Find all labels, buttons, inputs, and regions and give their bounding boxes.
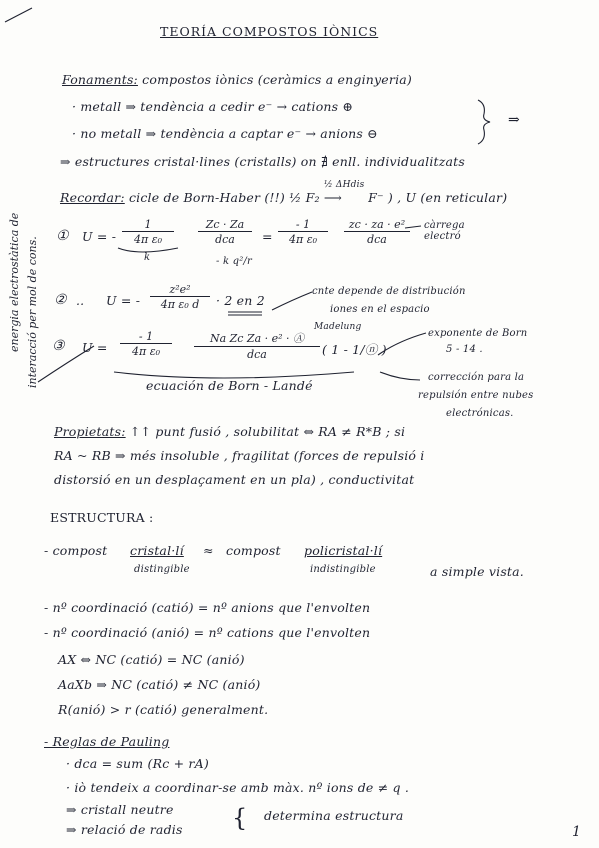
- implies-arrow: ⇒: [508, 112, 520, 128]
- propietats-label: Propietats:: [54, 424, 126, 439]
- side-note-line2: interacció per mol de cons.: [26, 236, 39, 388]
- vista-text: a simple vista.: [430, 564, 524, 579]
- recordar-after: F⁻ ) , U (en reticular): [368, 190, 508, 205]
- correction-1: corrección para la: [428, 372, 525, 383]
- compost-line: [44, 543, 107, 558]
- pauling-brace: {: [232, 804, 248, 832]
- eq2-dots: ..: [76, 293, 85, 308]
- eq2-frac: [150, 283, 210, 311]
- page-number: 1: [572, 824, 582, 840]
- recordar-label: Recordar:: [60, 190, 125, 205]
- distingible-word: distingible: [134, 564, 190, 575]
- eq1-note: càrrega electró: [424, 220, 465, 242]
- pauling-neutre: ⇒ cristall neutre: [66, 802, 174, 817]
- eq3-frac2: [194, 330, 320, 361]
- pauling-dca: · dca = sum (Rc + rA): [66, 756, 209, 771]
- eq3-frac1-den: 4π ε₀: [131, 345, 161, 358]
- eq2-frac-num: z²e²: [150, 283, 210, 297]
- eq2-frac-den: 4π ε₀ d: [160, 298, 200, 311]
- fonaments-text: compostos iònics (ceràmics a enginyeria): [142, 72, 413, 87]
- eq1-frac4-den: dca: [367, 233, 387, 246]
- eq1-frac1-num: 1: [122, 218, 174, 232]
- propietats-line1: [54, 424, 405, 439]
- aaxb-line: AaXb ⇒ NC (catió) ≠ NC (anió): [58, 677, 261, 692]
- propietats-line3: distorsió en un desplaçament en un pla) , conductivitat: [54, 472, 415, 487]
- correction-2: repulsión entre nubes: [418, 390, 534, 401]
- eq1-frac2-num: Zc · Za: [198, 218, 252, 232]
- eq3-number: ③: [52, 338, 65, 354]
- fonaments-line: [62, 72, 412, 87]
- eq2-tail: · 2 en 2: [216, 293, 265, 308]
- eq2-note1: cnte depende de distribución: [312, 286, 466, 297]
- recordar-line: [60, 180, 508, 205]
- approx-sign: ≈: [203, 543, 214, 558]
- eq1-frac2: [198, 218, 252, 246]
- indistingible-word: indistingible: [310, 564, 376, 575]
- metall-line: · metall ⇒ tendència a cedir e⁻ → cations ⊕: [72, 99, 354, 114]
- propietats-line2: RA ~ RB ⇒ més insoluble , fragilitat (forces de repulsió i: [54, 448, 425, 463]
- fonaments-label: Fonaments:: [62, 72, 138, 87]
- eq1-equals: =: [262, 229, 273, 244]
- eq1-frac1-den: 4π ε₀: [133, 233, 163, 246]
- correction-3: electrónicas.: [446, 408, 514, 419]
- no-metall-line: · no metall ⇒ tendència a captar e⁻ → anions ⊖: [72, 126, 378, 141]
- recordar-text: cicle de Born-Haber (!!) ½ F₂: [128, 190, 320, 205]
- eq1-frac2-den: dca: [215, 233, 235, 246]
- pauling-heading: - Reglas de Pauling: [44, 734, 170, 749]
- recordar-over-arrow: ½ ΔHdis: [323, 180, 365, 190]
- eq3-frac1-num: - 1: [120, 330, 172, 344]
- compost-word-2: compost: [226, 543, 281, 558]
- eq1-k: k: [144, 252, 151, 263]
- pauling-io: · iò tendeix a coordinar-se amb màx. nº ions de ≠ q .: [66, 780, 410, 795]
- eq2-lhs: U = -: [106, 293, 141, 308]
- coord-cation-line: - nº coordinació (catió) = nº anions que l'envolten: [44, 600, 371, 615]
- eq1-frac1: [122, 218, 174, 246]
- policristalli-word: policristal·lí: [304, 543, 383, 558]
- eq1-frac4-num: zc · za · e²: [344, 218, 410, 232]
- eq1-frac4: [344, 218, 410, 246]
- estructures-line: ⇒ estructures cristal·lines (cristalls) on ∄ enll. individualitzats: [60, 154, 466, 169]
- born-exponent-2: 5 - 14 .: [446, 344, 483, 355]
- eq3-frac1: [120, 330, 172, 358]
- eq3-frac2-den: dca: [247, 348, 267, 361]
- eq2-number: ②: [54, 292, 67, 308]
- ax-line: AX ⇔ NC (catió) = NC (anió): [58, 652, 245, 667]
- reaction-arrow-icon: ⟶: [323, 190, 343, 205]
- cristalli-word: cristal·lí: [130, 543, 184, 558]
- page-title: TEORÍA COMPOSTOS IÒNICS: [160, 24, 379, 39]
- estructura-heading: ESTRUCTURA :: [50, 510, 154, 525]
- madelung-label: Madelung: [314, 322, 362, 332]
- eq1-frac3: [278, 218, 328, 246]
- eq1-number: ①: [56, 228, 69, 244]
- pauling-radis: ⇒ relació de radis: [66, 822, 183, 837]
- coord-anion-line: - nº coordinació (anió) = nº cations que l'envolten: [44, 625, 371, 640]
- born-exponent-1: exponente de Born: [428, 328, 528, 339]
- eq3-frac2-num: Na Zc Za · e² · Ⓐ: [194, 330, 320, 347]
- propietats-text1: ↑↑ punt fusió , solubilitat ⇔ RA ≠ R*B ; si: [129, 424, 406, 439]
- compost-word-1: - compost: [44, 543, 108, 558]
- radius-line: R(anió) > r (catió) generalment.: [58, 702, 269, 717]
- side-note-line1: energia electrostàtica de: [8, 212, 21, 352]
- eq1-frac3-den: 4π ε₀: [288, 233, 318, 246]
- eq1-frac3-num: - 1: [278, 218, 328, 232]
- eq1-lhs: U = -: [82, 229, 117, 244]
- eq3-lhs: U =: [82, 340, 108, 355]
- eq1-kq: - k q²/r: [216, 256, 252, 267]
- pauling-determina: determina estructura: [264, 808, 404, 823]
- eq2-note2: iones en el espacio: [330, 304, 430, 315]
- born-lande-label: ecuación de Born - Landé: [146, 378, 313, 393]
- eq3-paren: ( 1 - 1/ⓝ ): [322, 342, 387, 357]
